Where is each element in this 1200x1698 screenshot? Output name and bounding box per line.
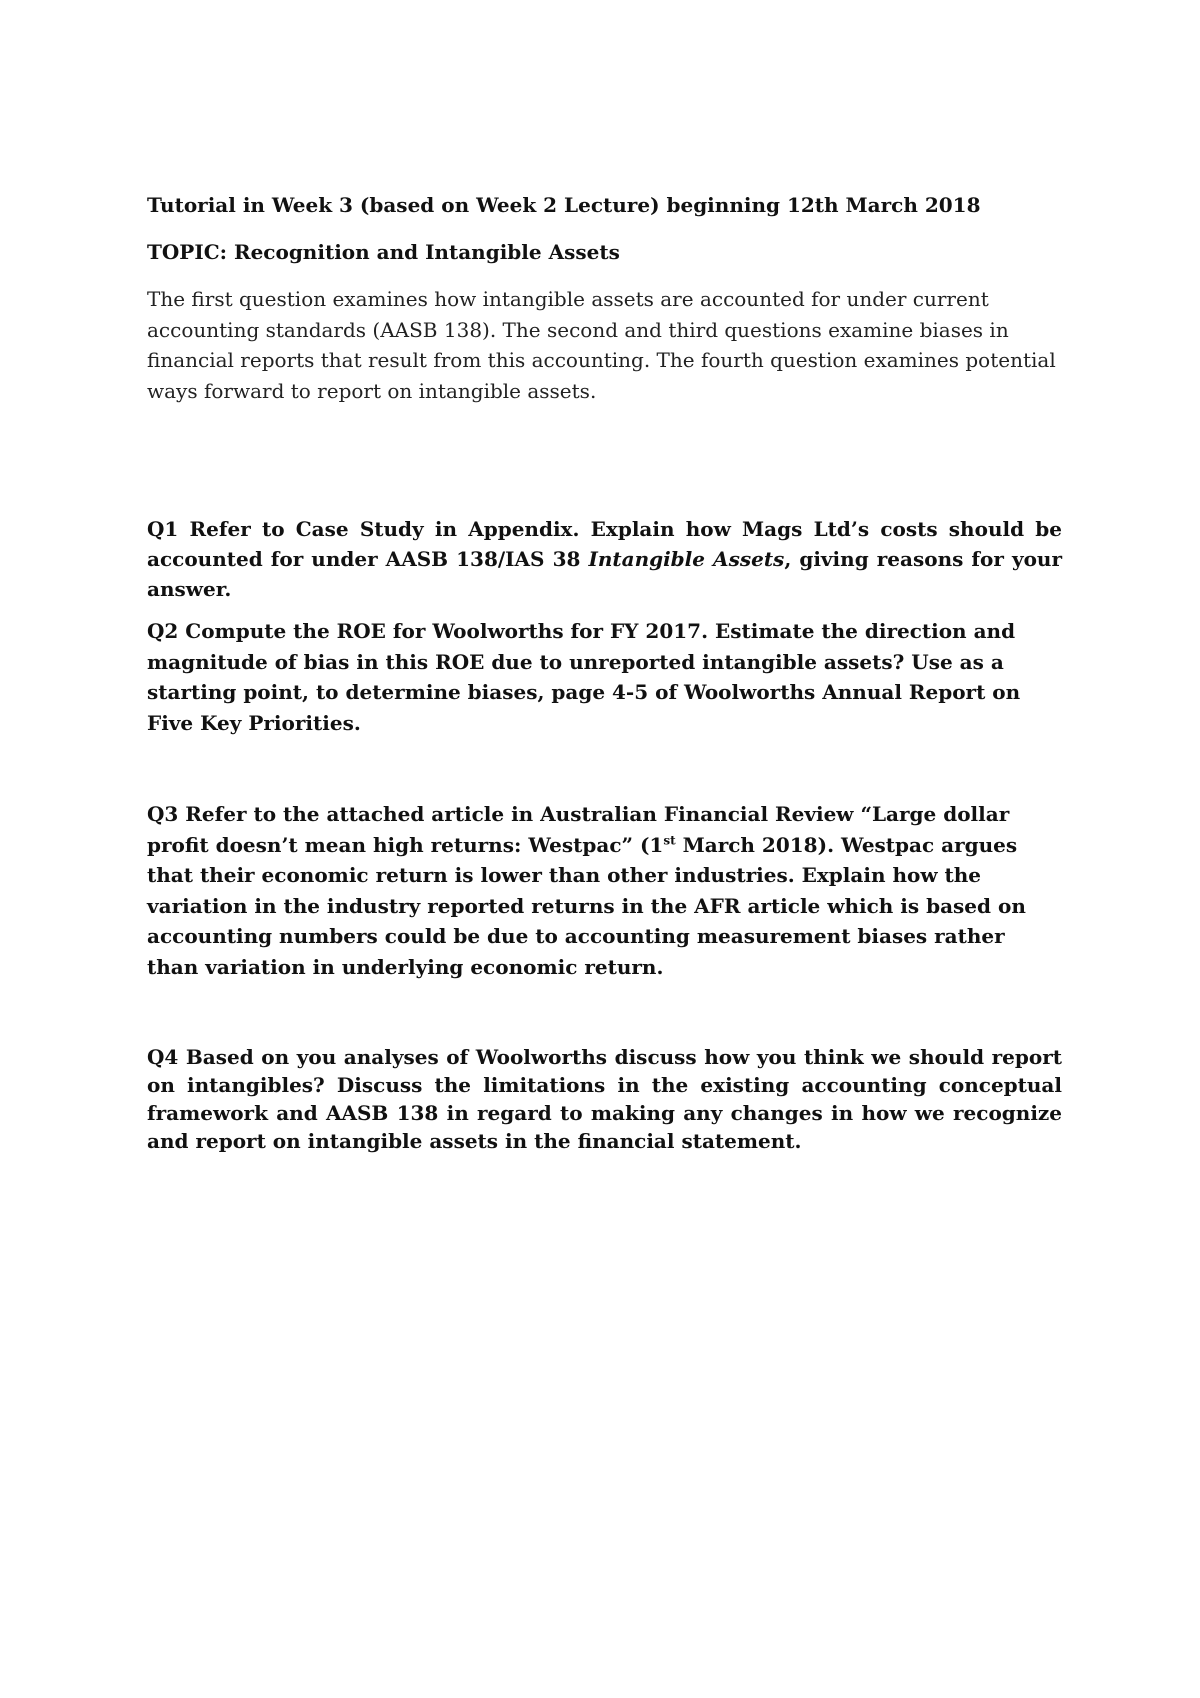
tutorial-title: Tutorial in Week 3 (based on Week 2 Lecture) beginning 12th March 2018	[147, 193, 981, 217]
question-3-superscript: st	[663, 832, 676, 847]
topic-heading: TOPIC: Recognition and Intangible Assets	[147, 240, 620, 264]
question-3-part2: March 2018). Westpac argues that their economic return is lower than other industries. Explain how the variation in the industry reported returns in the AFR article which is based on accounting numbers could be due to accounting measurement biases rather than variation in underlying economic return.	[147, 832, 1026, 979]
question-1-part2: Explain how Mags Ltd’s costs should be accounted for under AASB 138/IAS 38	[147, 517, 1062, 571]
question-1-separator: .	[572, 517, 591, 541]
question-4: Q4 Based on you analyses of Woolworths discuss how you think we should report on intangibles? Discuss the limitations in the existing accounting conceptual framework and AASB 138 in regard to making any changes in how we recognize and report on intangible assets in the financial statement.	[147, 1045, 1062, 1153]
question-1	[147, 514, 1062, 604]
question-1-part3: , giving reasons for your answer.	[147, 547, 1063, 601]
question-3	[147, 799, 1062, 982]
question-2: Q2 Compute the ROE for Woolworths for FY 2017. Estimate the direction and magnitude of bias in this ROE due to unreported intangible assets? Use as a starting point, to determine biases, page 4-5 of Woolworths Annual Report on Five Key Priorities.	[147, 619, 1021, 735]
question-3-part1: Q3 Refer to the attached article in Australian Financial Review “Large dollar profit doesn’t mean high returns: Westpac” (1	[147, 802, 1010, 857]
question-1-italic-title: Intangible Assets	[588, 547, 785, 571]
intro-paragraph: The first question examines how intangible assets are accounted for under current accounting standards (AASB 138). The second and third questions examine biases in financial reports that result from this accounting. The fourth question examines potential ways forward to report on intangible assets.	[147, 287, 1056, 403]
question-1-part1: Q1 Refer to Case Study in Appendix	[147, 517, 573, 541]
